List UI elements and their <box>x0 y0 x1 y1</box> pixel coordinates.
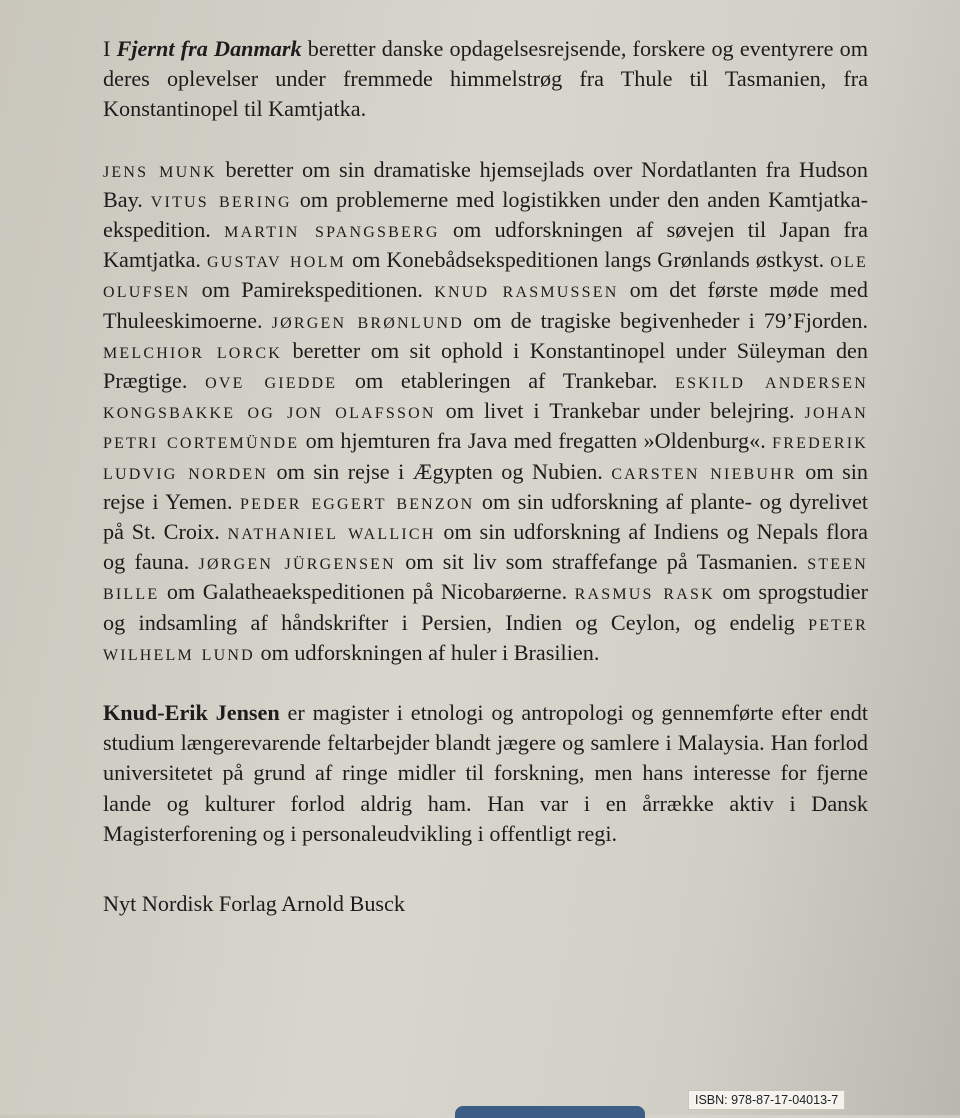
contributor-name: rasmus rask <box>574 579 715 605</box>
contributor-name: jørgen jürgensen <box>198 549 396 575</box>
contributor-name: melchior lorck <box>103 337 283 363</box>
back-cover-text <box>103 34 868 919</box>
contributor-name: peder eggert benzon <box>240 488 475 514</box>
contributor-description: om sin udforskning af plante- og dyrelivet på St. Croix. <box>103 488 868 545</box>
contributor-description: om de tragiske begivenheder i 79’Fjorden. <box>464 307 868 333</box>
author-name: Knud-Erik Jensen <box>103 700 280 726</box>
contributor-name: carsten niebuhr <box>611 458 797 484</box>
contributor-description: om sit liv som straffefange på Tasmanien. <box>395 549 808 575</box>
book-title: Fjernt fra Danmark <box>116 36 302 61</box>
intro-post: beretter danske opdagelsesrejsende, forskere og eventyrere om deres oplevelser under fremmede himmelstrøg fra Thule til Tasmanien, fra Konstantinopel til Kamtjatka. <box>103 36 868 122</box>
contributor-description: beretter om sin dramatiske hjemsejlads over Nordatlanten fra Hudson Bay. <box>103 156 868 212</box>
contributor-name: gustav holm <box>207 247 346 273</box>
contributor-name: ove giedde <box>205 368 338 394</box>
contributor-description: om udforskningen af søvejen til Japan fra Kamtjatka. <box>103 217 868 273</box>
contributor-description: om Konebådsekspeditionen langs Grønlands østkyst. <box>345 247 831 273</box>
contributor-name: nathaniel wallich <box>227 519 436 545</box>
contributor-description: om livet i Trankebar under belejring. <box>435 398 805 424</box>
contributor-name: steen bille <box>103 549 868 605</box>
barcode-tab <box>455 1106 645 1118</box>
intro-pre: I <box>103 36 117 61</box>
contributor-name: johan petri cortemünde <box>103 398 868 454</box>
contributor-description: om etableringen af Trankebar. <box>337 368 676 394</box>
contributor-name: vitus bering <box>150 186 292 212</box>
contributor-description: beretter om sit ophold i Konstantinopel under Süleyman den Prægtige. <box>103 337 868 394</box>
contributor-name: jens munk <box>103 156 217 182</box>
contributor-name: martin spangsberg <box>224 217 440 243</box>
contributors-paragraph <box>103 155 868 668</box>
contributor-name: ole olufsen <box>103 247 868 303</box>
contributor-name: peter wilhelm lund <box>103 609 868 665</box>
contributor-description: om sin rejse i Yemen. <box>103 458 868 514</box>
contributor-description: om sin udforskning af Indiens og Nepals flora og fauna. <box>103 519 868 575</box>
contributor-name: frederik ludvig norden <box>103 428 868 484</box>
contributor-description: om sin rejse i Ægypten og Nubien. <box>268 458 612 484</box>
author-bio-text: er magister i etnologi og antropologi og gennemførte efter endt studium længerevarende feltarbejder blandt jægere og samlere i Malaysia. Han forlod universitetet på grund af ringe midler til forskning, men hans interesse for fjerne lande og kulturer forlod aldrig ham. Han var i en årrække aktiv i Dansk Magisterforening og i personaleudvikling i offentligt regi. <box>103 700 868 846</box>
contributor-name: knud rasmussen <box>434 277 619 303</box>
isbn-sticker: ISBN: 978-87-17-04013-7 <box>688 1090 845 1110</box>
publisher-name: Nyt Nordisk Forlag Arnold Busck <box>103 891 405 917</box>
contributor-description: om Galatheaekspeditionen på Nicobarøerne. <box>159 579 575 605</box>
contributor-description: om problemerne med logistikken under den anden Kamtjatka-ekspedition. <box>103 186 868 243</box>
contributor-description: om Pamirekspeditionen. <box>190 277 435 303</box>
intro-paragraph <box>103 34 868 125</box>
contributor-description: om hjemturen fra Java med fregatten »Oldenburg«. <box>299 428 773 454</box>
contributor-description: om sprogstudier og indsamling af håndskrifter i Persien, Indien og Ceylon, og endelig <box>103 579 869 635</box>
contributor-name: eskild andersen kongsbakke og jon olafsson <box>103 368 868 424</box>
contributor-name: jørgen brønlund <box>271 307 465 333</box>
contributor-description: om udforskningen af huler i Brasilien. <box>254 639 600 665</box>
contributor-description: om det første møde med Thuleeskimoerne. <box>103 277 868 333</box>
author-bio-paragraph <box>103 698 868 849</box>
